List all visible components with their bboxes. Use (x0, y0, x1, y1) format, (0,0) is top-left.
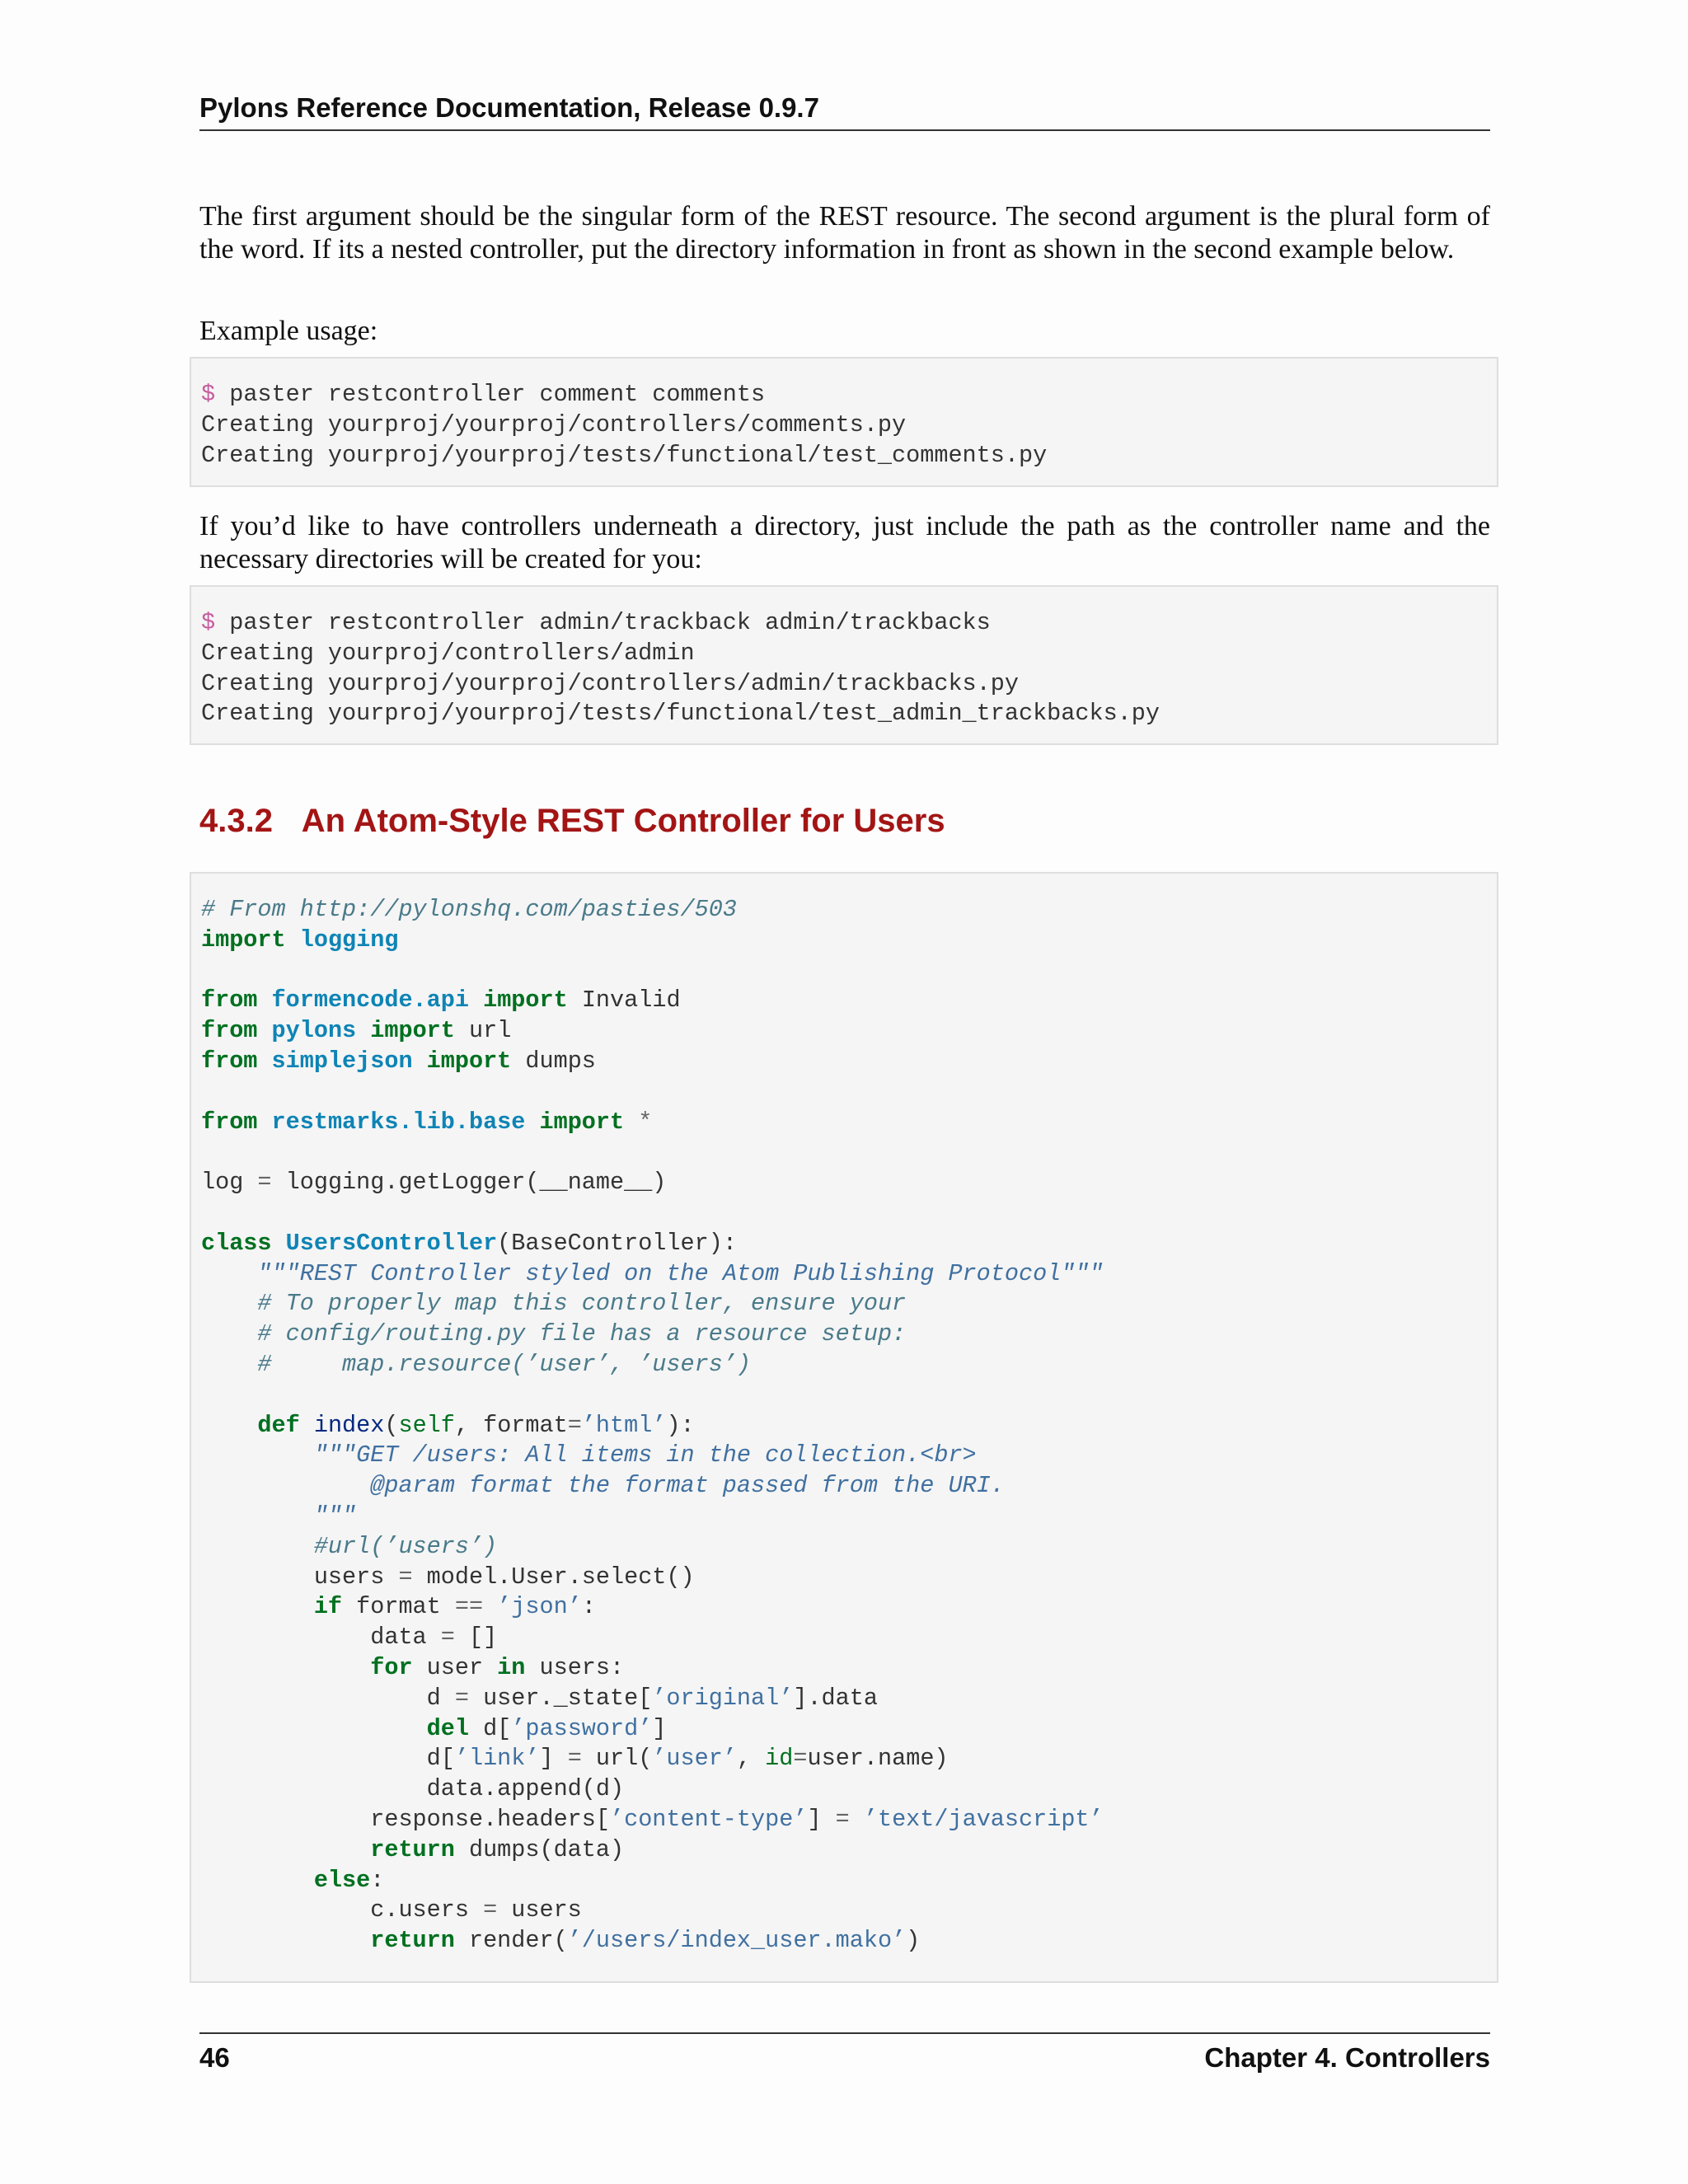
code-token: user.name) (807, 1745, 949, 1773)
code-line (201, 411, 906, 438)
code-token: formencode.api (271, 987, 469, 1015)
code-token (469, 987, 483, 1014)
code-token: """REST Controller styled on the Atom Publishing Protocol""" (257, 1259, 1104, 1287)
code-token: else (313, 1866, 371, 1894)
code-token (201, 1412, 257, 1439)
code-token: from (201, 1108, 258, 1136)
code-token: paster restcontroller admin/trackback admin/trackbacks (215, 609, 991, 636)
code-line (201, 1654, 624, 1681)
code-token: # To properly map this controller, ensure your (257, 1290, 907, 1318)
code-token: render( (454, 1927, 568, 1955)
code-line (201, 1230, 737, 1257)
code-token (201, 1867, 314, 1894)
code-line (201, 1775, 624, 1802)
code-token: Creating yourproj/controllers/admin (201, 639, 695, 667)
code-token: for (370, 1653, 413, 1681)
running-header-title: Pylons Reference Documentation, Release 0.9.7 (199, 92, 819, 123)
code-token: ’json’ (497, 1593, 582, 1621)
code-token: ] (539, 1745, 568, 1773)
code-token: dumps (511, 1047, 596, 1075)
code-line (201, 1472, 1005, 1499)
directory-paragraph: If you’d like to have controllers underneath a directory, just include the path as the controller name and the necessary directories will be created for you: (199, 511, 1490, 574)
page-number: 46 (199, 2042, 230, 2073)
code-token: log (201, 1169, 258, 1197)
code-token: import (483, 987, 568, 1015)
section-title: An Atom-Style REST Controller for Users (301, 803, 945, 839)
code-token: ] (807, 1805, 836, 1833)
code-token: = (454, 1684, 469, 1712)
code-token: Invalid (567, 987, 681, 1015)
code-listing (201, 380, 1047, 471)
code-line (201, 896, 737, 923)
code-token (624, 1108, 638, 1136)
code-block-users-controller (190, 872, 1498, 1983)
code-line (201, 700, 1160, 727)
code-line (201, 1836, 624, 1863)
code-line (201, 1441, 977, 1469)
section-heading (199, 803, 945, 840)
code-token (525, 1108, 539, 1136)
code-line (201, 1593, 596, 1620)
example-usage-label: Example usage: (199, 316, 378, 346)
code-token: data (201, 1624, 441, 1652)
code-token: format (342, 1593, 455, 1621)
code-block-paster-trackbacks (190, 585, 1498, 745)
code-token: return (370, 1927, 455, 1955)
code-token (483, 1593, 497, 1620)
code-token: users: (525, 1653, 625, 1681)
code-line (201, 442, 1047, 469)
code-token: data.append(d) (201, 1775, 625, 1803)
code-token: [] (454, 1624, 498, 1652)
code-token: model.User.select() (412, 1563, 695, 1591)
code-token: response.headers[ (201, 1805, 610, 1833)
code-token: users (201, 1563, 399, 1591)
code-token (201, 1593, 314, 1620)
code-token: self (398, 1411, 455, 1439)
code-token: del (426, 1714, 469, 1742)
code-token: logging (299, 926, 399, 954)
code-token (201, 1290, 257, 1317)
code-token: return (370, 1835, 455, 1863)
code-token: = (257, 1169, 272, 1197)
header-rule (199, 129, 1490, 131)
code-line (201, 1108, 652, 1136)
code-token: id (765, 1745, 794, 1773)
code-token: def (257, 1411, 300, 1439)
code-line (201, 1685, 878, 1712)
code-line (201, 1047, 596, 1075)
code-token: , (736, 1745, 766, 1773)
code-token (201, 1927, 370, 1954)
code-line (201, 1624, 497, 1651)
code-token: user._state[ (468, 1684, 653, 1712)
code-token: ’/users/index_user.mako’ (567, 1927, 907, 1955)
code-token (286, 926, 300, 954)
code-token: = (567, 1745, 582, 1773)
code-token: : (370, 1866, 385, 1894)
section-number: 4.3.2 (199, 803, 273, 839)
code-token: """GET /users: All items in the collection.<br> (313, 1441, 977, 1469)
code-token: url (454, 1017, 512, 1045)
code-token: = (483, 1896, 498, 1924)
code-token: ] (652, 1714, 667, 1742)
code-token (300, 1412, 314, 1439)
code-token: ’link’ (454, 1745, 540, 1773)
code-token: in (497, 1653, 526, 1681)
code-line (201, 987, 681, 1014)
code-line (201, 1351, 751, 1378)
code-token (201, 1654, 370, 1681)
code-token: simplejson (271, 1047, 413, 1075)
code-token: Creating yourproj/yourproj/controllers/comments.py (201, 410, 907, 438)
code-token: Creating yourproj/yourproj/tests/functional/test_admin_trackbacks.py (201, 700, 1160, 728)
code-listing (201, 895, 1104, 1957)
code-listing (201, 608, 1160, 729)
code-line (201, 1412, 695, 1439)
code-token: $ (201, 609, 216, 636)
code-line (201, 1927, 920, 1954)
code-token: Creating yourproj/yourproj/tests/functional/test_comments.py (201, 441, 1048, 469)
code-token: users (497, 1896, 582, 1924)
code-line (201, 381, 765, 408)
code-token: d[ (468, 1714, 512, 1742)
code-token: = (835, 1805, 850, 1833)
code-token: UsersController (285, 1229, 498, 1257)
code-token (257, 987, 271, 1014)
code-token (201, 1502, 314, 1530)
code-line (201, 670, 1019, 697)
code-line (201, 1563, 695, 1591)
code-line (201, 1715, 666, 1742)
code-line (201, 1896, 582, 1924)
code-line (201, 1017, 511, 1044)
code-line (201, 1260, 1104, 1287)
code-line (201, 1533, 497, 1560)
code-line (201, 609, 991, 636)
footer-rule (199, 2032, 1490, 2034)
code-token (201, 1533, 314, 1560)
code-token: c.users (201, 1896, 484, 1924)
code-token: if (313, 1593, 343, 1621)
code-line (201, 1867, 384, 1894)
code-token: """ (313, 1502, 357, 1530)
code-token: ’content-type’ (609, 1805, 808, 1833)
code-token: ): (666, 1411, 695, 1439)
code-token: d[ (201, 1745, 455, 1773)
code-token: Creating yourproj/yourproj/controllers/admin/trackbacks.py (201, 669, 1019, 697)
code-token: ’html’ (581, 1411, 667, 1439)
code-token: user (412, 1653, 498, 1681)
code-token: from (201, 1047, 258, 1075)
code-token (257, 1047, 271, 1075)
code-token (413, 1047, 427, 1075)
code-token (257, 1017, 271, 1044)
code-token: ].data (793, 1684, 878, 1712)
code-token: import (370, 1017, 455, 1045)
code-token: # From http://pylonshq.com/pasties/503 (201, 896, 737, 923)
code-token (201, 1836, 370, 1863)
code-token: dumps(data) (454, 1835, 625, 1863)
code-token: # map.resource(’user’, ’users’) (257, 1350, 752, 1378)
chapter-label: Chapter 4. Controllers (1204, 2042, 1490, 2073)
code-token: = (793, 1745, 808, 1773)
code-line (201, 1290, 906, 1317)
code-token: import (201, 926, 286, 954)
code-token: import (539, 1108, 625, 1136)
code-token: == (454, 1593, 484, 1621)
code-block-paster-comments (190, 357, 1498, 487)
code-token: ’user’ (652, 1745, 737, 1773)
code-token (201, 1715, 427, 1742)
code-token (257, 1108, 271, 1136)
code-token: pylons (271, 1017, 357, 1045)
code-token (201, 1320, 257, 1347)
code-token: , format (454, 1411, 568, 1439)
code-token: from (201, 1017, 258, 1045)
code-token: logging.getLogger(__name__) (271, 1169, 667, 1197)
code-line (201, 1320, 906, 1347)
code-token: ’password’ (511, 1714, 653, 1742)
code-token: = (440, 1624, 455, 1652)
code-token (850, 1806, 864, 1833)
code-token: * (638, 1108, 653, 1136)
code-token (356, 1017, 370, 1044)
code-token: class (201, 1229, 272, 1257)
intro-paragraph: The first argument should be the singular form of the REST resource. The second argument is the plural form of the word. If its a nested controller, put the directory information in front as shown in the second example below. (199, 201, 1490, 265)
code-line (201, 640, 695, 667)
code-token: @param format the format passed from the URI. (201, 1472, 1005, 1500)
code-line (201, 1169, 666, 1196)
code-token: $ (201, 381, 216, 408)
code-token: d (201, 1684, 455, 1712)
code-token: ’original’ (652, 1684, 794, 1712)
code-token: paster restcontroller comment comments (215, 381, 766, 408)
code-line (201, 1806, 1104, 1833)
code-token (201, 1351, 257, 1378)
code-token: : (581, 1593, 596, 1621)
code-token: ) (906, 1927, 921, 1955)
code-token: index (313, 1411, 385, 1439)
code-token: restmarks.lib.base (271, 1108, 526, 1136)
code-token: # config/routing.py file has a resource setup: (257, 1320, 907, 1348)
code-line (201, 926, 398, 954)
code-token: import (426, 1047, 512, 1075)
code-token: = (567, 1411, 582, 1439)
code-token: ( (384, 1411, 399, 1439)
code-token (272, 1230, 286, 1257)
code-line (201, 1745, 949, 1772)
code-token: ’text/javascript’ (863, 1805, 1104, 1833)
code-line (201, 1502, 356, 1530)
code-token: #url(’users’) (313, 1532, 498, 1560)
code-token: = (398, 1563, 413, 1591)
code-token: from (201, 987, 258, 1015)
code-token (201, 1441, 314, 1469)
code-token: (BaseController): (497, 1229, 737, 1257)
code-token: url( (581, 1745, 653, 1773)
code-token (201, 1260, 257, 1287)
